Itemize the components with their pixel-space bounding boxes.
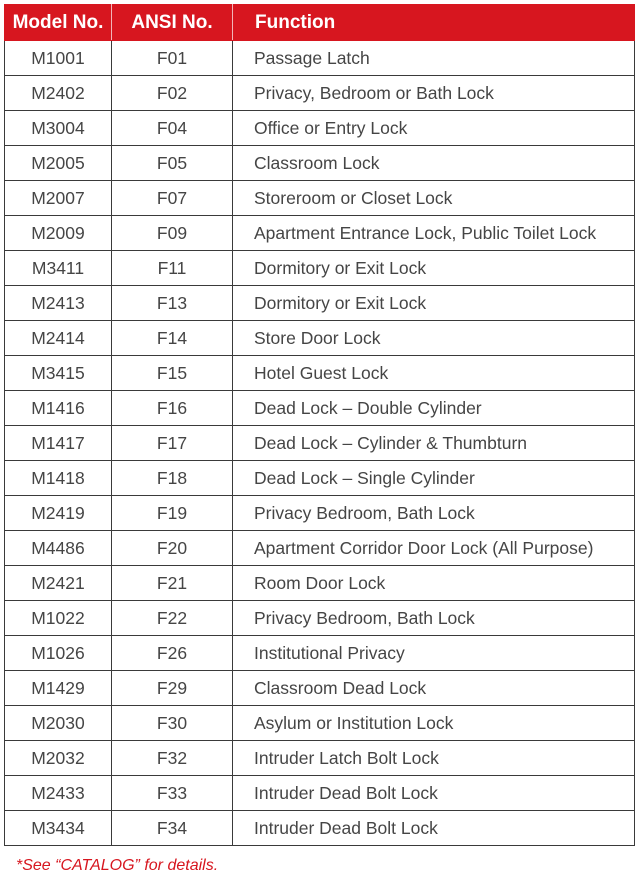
- catalog-footnote: *See “CATALOG” for details.: [16, 857, 219, 874]
- table-row: [5, 251, 635, 286]
- ansi-no-cell: F15: [112, 356, 233, 391]
- table-row: [5, 601, 635, 636]
- model-no-cell: M1022: [5, 601, 112, 636]
- ansi-no-cell: F09: [112, 216, 233, 251]
- table-header: [5, 5, 635, 41]
- function-cell: Room Door Lock: [233, 566, 635, 601]
- function-cell: Store Door Lock: [233, 321, 635, 356]
- function-cell: Storeroom or Closet Lock: [233, 181, 635, 216]
- model-no-cell: M1417: [5, 426, 112, 461]
- function-cell: Apartment Corridor Door Lock (All Purpose): [233, 531, 635, 566]
- table-row: [5, 286, 635, 321]
- model-no-cell: M2009: [5, 216, 112, 251]
- ansi-no-cell: F29: [112, 671, 233, 706]
- model-no-cell: M1418: [5, 461, 112, 496]
- ansi-no-cell: F32: [112, 741, 233, 776]
- model-no-cell: M3411: [5, 251, 112, 286]
- function-cell: Dead Lock – Double Cylinder: [233, 391, 635, 426]
- table-body: [5, 41, 635, 846]
- table-row: [5, 356, 635, 391]
- table-row: [5, 776, 635, 811]
- lock-function-table: [4, 4, 635, 846]
- function-cell: Privacy, Bedroom or Bath Lock: [233, 76, 635, 111]
- ansi-no-cell: F05: [112, 146, 233, 181]
- ansi-no-cell: F33: [112, 776, 233, 811]
- model-no-cell: M2419: [5, 496, 112, 531]
- model-no-cell: M1001: [5, 41, 112, 76]
- table-row: [5, 181, 635, 216]
- model-no-cell: M2005: [5, 146, 112, 181]
- function-cell: Dead Lock – Cylinder & Thumbturn: [233, 426, 635, 461]
- model-no-cell: M1429: [5, 671, 112, 706]
- model-no-cell: M1416: [5, 391, 112, 426]
- table-row: [5, 671, 635, 706]
- model-no-cell: M1026: [5, 636, 112, 671]
- ansi-no-cell: F18: [112, 461, 233, 496]
- ansi-no-cell: F01: [112, 41, 233, 76]
- function-cell: Classroom Lock: [233, 146, 635, 181]
- column-header-ansi-no: ANSI No.: [112, 5, 233, 41]
- table-header-row: [5, 5, 635, 41]
- function-cell: Intruder Dead Bolt Lock: [233, 811, 635, 846]
- function-cell: Apartment Entrance Lock, Public Toilet Lock: [233, 216, 635, 251]
- ansi-no-cell: F26: [112, 636, 233, 671]
- table-row: [5, 636, 635, 671]
- table-row: [5, 216, 635, 251]
- function-cell: Dead Lock – Single Cylinder: [233, 461, 635, 496]
- function-cell: Privacy Bedroom, Bath Lock: [233, 601, 635, 636]
- model-no-cell: M2413: [5, 286, 112, 321]
- function-cell: Intruder Dead Bolt Lock: [233, 776, 635, 811]
- column-header-function: Function: [233, 5, 635, 41]
- function-cell: Dormitory or Exit Lock: [233, 251, 635, 286]
- model-no-cell: M2030: [5, 706, 112, 741]
- model-no-cell: M3004: [5, 111, 112, 146]
- table-row: [5, 741, 635, 776]
- function-cell: Privacy Bedroom, Bath Lock: [233, 496, 635, 531]
- model-no-cell: M2007: [5, 181, 112, 216]
- table-row: [5, 706, 635, 741]
- ansi-no-cell: F34: [112, 811, 233, 846]
- table-row: [5, 41, 635, 76]
- ansi-no-cell: F02: [112, 76, 233, 111]
- ansi-no-cell: F20: [112, 531, 233, 566]
- function-cell: Office or Entry Lock: [233, 111, 635, 146]
- function-cell: Passage Latch: [233, 41, 635, 76]
- ansi-no-cell: F14: [112, 321, 233, 356]
- ansi-no-cell: F22: [112, 601, 233, 636]
- ansi-no-cell: F30: [112, 706, 233, 741]
- table-row: [5, 531, 635, 566]
- function-cell: Hotel Guest Lock: [233, 356, 635, 391]
- table-row: [5, 811, 635, 846]
- model-no-cell: M3434: [5, 811, 112, 846]
- ansi-no-cell: F04: [112, 111, 233, 146]
- table-row: [5, 111, 635, 146]
- function-cell: Asylum or Institution Lock: [233, 706, 635, 741]
- function-cell: Institutional Privacy: [233, 636, 635, 671]
- ansi-no-cell: F11: [112, 251, 233, 286]
- model-no-cell: M2414: [5, 321, 112, 356]
- table-row: [5, 461, 635, 496]
- model-no-cell: M2032: [5, 741, 112, 776]
- function-cell: Intruder Latch Bolt Lock: [233, 741, 635, 776]
- table-row: [5, 146, 635, 181]
- ansi-no-cell: F21: [112, 566, 233, 601]
- model-no-cell: M2402: [5, 76, 112, 111]
- ansi-no-cell: F19: [112, 496, 233, 531]
- column-header-model-no: Model No.: [5, 5, 112, 41]
- ansi-no-cell: F07: [112, 181, 233, 216]
- table-row: [5, 496, 635, 531]
- model-no-cell: M2433: [5, 776, 112, 811]
- function-cell: Dormitory or Exit Lock: [233, 286, 635, 321]
- model-no-cell: M3415: [5, 356, 112, 391]
- table-row: [5, 391, 635, 426]
- function-cell: Classroom Dead Lock: [233, 671, 635, 706]
- ansi-no-cell: F16: [112, 391, 233, 426]
- table-row: [5, 76, 635, 111]
- model-no-cell: M4486: [5, 531, 112, 566]
- ansi-no-cell: F17: [112, 426, 233, 461]
- table-row: [5, 566, 635, 601]
- table-row: [5, 426, 635, 461]
- ansi-no-cell: F13: [112, 286, 233, 321]
- table-row: [5, 321, 635, 356]
- lock-function-table-container: [4, 4, 634, 846]
- model-no-cell: M2421: [5, 566, 112, 601]
